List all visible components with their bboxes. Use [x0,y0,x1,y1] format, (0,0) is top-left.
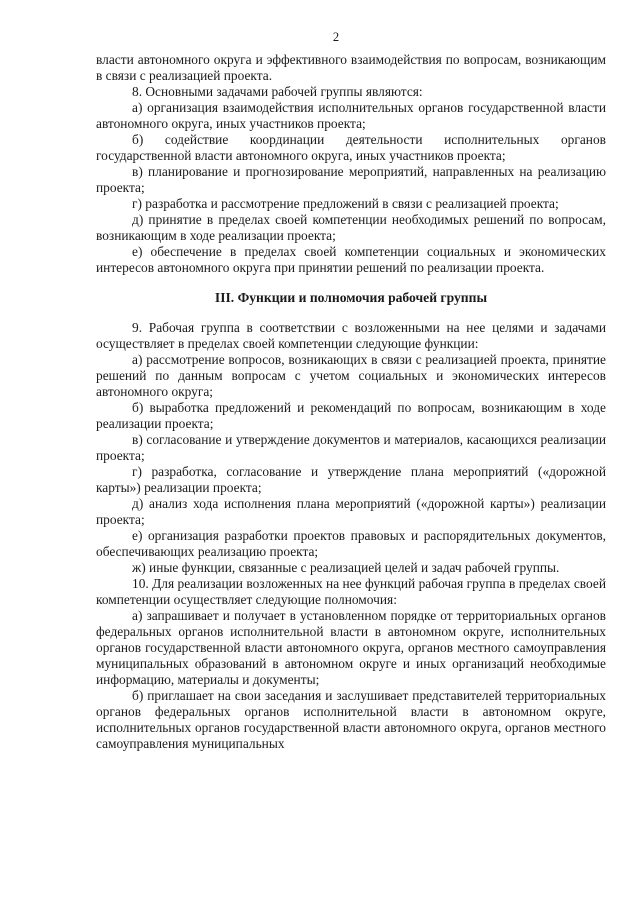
paragraph-function-a: а) рассмотрение вопросов, возникающих в связи с реализацией проекта, принятие решений по данным вопросам с учетом социальных и экономических интересов автономного округа; [96,352,606,399]
section-body [96,320,606,752]
intro-block [96,52,606,276]
paragraph-function-g: г) разработка, согласование и утверждение плана мероприятий («дорожной карты») реализации проекта; [96,464,606,495]
paragraph-power-b: б) приглашает на свои заседания и заслушивает представителей территориальных органов федеральных органов исполнительной власти в автономном округе, исполнительных органов государственной власти автономного округа, органов местного самоуправления муниципальных [96,688,606,751]
section-heading: III. Функции и полномочия рабочей группы [214,290,488,305]
paragraph-function-d: д) анализ хода исполнения плана мероприятий («дорожной карты») реализации проекта; [96,496,606,527]
paragraph-item-8: 8. Основными задачами рабочей группы являются: [132,84,423,99]
paragraph-continuation: власти автономного округа и эффективного взаимодействия по вопросам, возникающим в связи с реализацией проекта. [96,52,606,83]
page-number: 2 [332,30,340,44]
paragraph-task-g: г) разработка и рассмотрение предложений в связи с реализацией проекта; [132,196,559,211]
paragraph-function-v: в) согласование и утверждение документов и материалов, касающихся реализации проекта; [96,432,606,463]
paragraph-task-d: д) принятие в пределах своей компетенции необходимых решений по вопросам, возникающим в ходе реализации проекта; [96,212,606,243]
paragraph-task-b: б) содействие координации деятельности исполнительных органов государственной власти автономного округа, иных участников проекта; [96,132,606,163]
paragraph-task-a: а) организация взаимодействия исполнительных органов государственной власти автономного округа, иных участников проекта; [96,100,606,131]
paragraph-function-e: е) организация разработки проектов правовых и распорядительных документов, обеспечивающих реализацию проекта; [96,528,606,559]
paragraph-power-a: а) запрашивает и получает в установленном порядке от территориальных органов федеральных органов исполнительной власти в автономном округе, исполнительных органов государственной власти автономного округа, органов местного самоуправления муниципальных образований в автономном округе и иных организаций необходимые информацию, материалы и документы; [96,608,606,687]
paragraph-task-e: е) обеспечение в пределах своей компетенции социальных и экономических интересов автономного округа при принятии решений по реализации проекта. [96,244,606,275]
paragraph-item-9: 9. Рабочая группа в соответствии с возложенными на нее целями и задачами осуществляет в пределах своей компетенции следующие функции: [96,320,606,351]
paragraph-function-b: б) выработка предложений и рекомендаций по вопросам, возникающим в ходе реализации проекта; [96,400,606,431]
paragraph-item-10: 10. Для реализации возложенных на нее функций рабочая группа в пределах своей компетенции осуществляет следующие полномочия: [96,576,606,607]
paragraph-function-zh: ж) иные функции, связанные с реализацией целей и задач рабочей группы. [132,560,560,575]
paragraph-task-v: в) планирование и прогнозирование мероприятий, направленных на реализацию проекта; [96,164,606,195]
